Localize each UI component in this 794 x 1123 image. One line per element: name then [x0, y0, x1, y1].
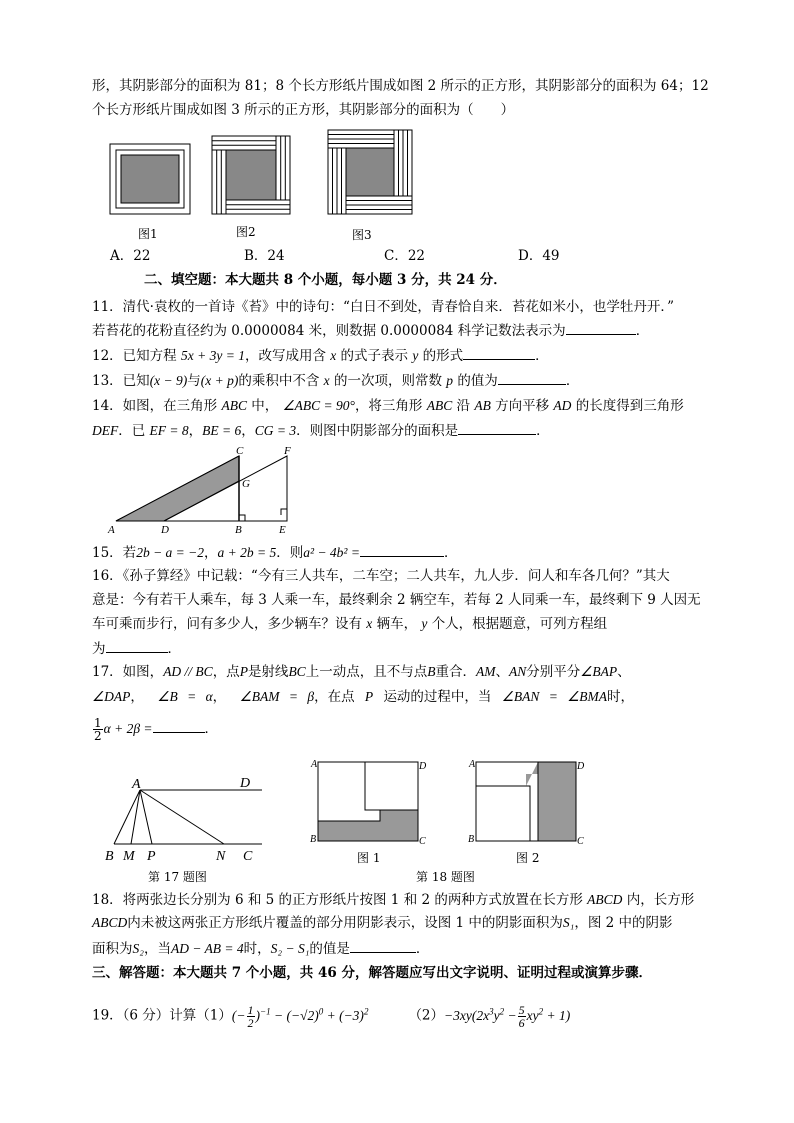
q16-line2: 意是：今有若干人乘车，每 3 人乘一车，最终剩余 2 辆空车，若每 2 人同乘一车，最终剩下 9 人因无	[92, 592, 701, 608]
q17-label-a: A	[132, 777, 141, 792]
q18-fig2-label-a: A	[469, 759, 476, 770]
q18-fig2-label-d: D	[577, 761, 585, 772]
q18-fig2-label-c: C	[577, 836, 584, 846]
q17-fraction: $\frac{1}{2}$	[94, 716, 102, 743]
section2-heading: 二、填空题：本大题共 8 个小题，每小题 3 分，共 24 分．	[144, 272, 507, 288]
q14-label-a: A	[108, 524, 115, 535]
q13-line: 13．已知(x − 9)与(x + p)的乘积中不含 x 的一次项，则常数 p 的值为 ．	[92, 370, 579, 391]
q14-label-f: F	[284, 445, 291, 457]
q18-line1: 18．将两张边长分别为 6 和 5 的正方形纸片按图 1 和 2 的两种方式放置在长方形 ABCD 内，长方形	[92, 892, 695, 908]
q10-fig3	[328, 130, 412, 214]
section3-heading: 三、解答题：本大题共 7 个小题，共 46 分，解答题应写出文字说明、证明过程或演算步骤．	[92, 965, 652, 981]
q19-expr2: $-3xy(2x^3y^2$ − $\frac{5}{6}$ $xy^2 + 1$)	[444, 1002, 571, 1030]
q17-label-m: M	[123, 849, 135, 864]
q10-fig1-label: 图1	[138, 227, 158, 241]
q18-caption: 第 18 题图	[416, 870, 475, 884]
q18-fig1	[308, 756, 430, 846]
q10-fig2	[212, 136, 290, 214]
q10-line2: 个长方形纸片围成如图 3 所示的正方形，其阴影部分的面积为（ ）	[92, 102, 515, 118]
q17-label-c: C	[243, 849, 253, 864]
q11-line1: 11．清代·袁枚的一首诗《苔》中的诗句：“白日不到处，青春恰自来．苔花如米小，也学牡丹开．”	[92, 299, 675, 315]
q14-label-d: D	[161, 524, 169, 535]
q13-answer-blank[interactable]	[498, 370, 566, 385]
q10-fig1	[110, 144, 190, 214]
q16-line4: 为 ．	[92, 638, 181, 659]
q10-fig3-label: 图3	[352, 228, 372, 242]
q17-label-b: B	[105, 849, 114, 864]
q18-fig2	[466, 756, 588, 846]
q11-line2: 若苔花的花粉直径约为 0.0000084 米，则数据 0.0000084 科学记数法表示为 ．	[92, 320, 649, 341]
q10-line1: 形，其阴影部分的面积为 81；8 个长方形纸片围成如图 2 所示的正方形，其阴影部分的面积为 64；12	[92, 78, 709, 94]
q18-fig1-label-a: A	[311, 759, 318, 770]
q17-line3: $\frac{1}{2}$ α + 2β = ．	[94, 716, 219, 743]
q14-answer-blank[interactable]	[458, 420, 536, 435]
q10-option-d: D．49	[518, 248, 560, 264]
q10-option-a: A．22	[110, 248, 151, 264]
q17-label-n: N	[216, 849, 226, 864]
q14-label-e: E	[279, 524, 286, 535]
q16-answer-blank[interactable]	[106, 638, 168, 653]
q18-line3: 面积为S₂，当AD − AB = 4时，S₂ − S₁的值是 ．	[92, 938, 429, 959]
q14-label-g: G	[242, 478, 250, 490]
q11-answer-blank[interactable]	[566, 320, 636, 335]
q17-line2: ∠DAP， ∠B = α， ∠BAM = β，在点 P 运动的过程中，当 ∠BAN = ∠BMA时，	[92, 689, 635, 705]
q18-fig2-label: 图 2	[516, 851, 540, 865]
q12-line: 12．已知方程 5x + 3y = 1，改写成用含 x 的式子表示 y 的形式 ．	[92, 345, 549, 366]
q18-fig1-label-b: B	[310, 834, 317, 845]
q17-label-p: P	[147, 849, 156, 864]
q16-line1: 16．《孙子算经》中记载：“今有三人共车，二车空；二人共车，九人步．问人和车各几何？”其大	[92, 568, 670, 584]
q14-label-b: B	[235, 524, 242, 535]
q15-line: 15．若2b − a = −2，a + 2b = 5．则a² − 4b² = ．	[92, 542, 457, 563]
q14-line1: 14．如图，在三角形 ABC 中， ∠ABC = 90°，将三角形 ABC 沿 AB 方向平移 AD 的长度得到三角形	[92, 398, 684, 414]
q17-figure	[100, 772, 270, 864]
q10-option-c: C．22	[384, 248, 426, 264]
q19-expr1: (− $\frac{1}{2}$ )$^{-1} - (-√2)^0 + (-3)^2$	[231, 1002, 369, 1030]
q15-answer-blank[interactable]	[360, 542, 444, 557]
q10-option-b: B．24	[244, 248, 285, 264]
q18-answer-blank[interactable]	[350, 938, 416, 953]
q17-caption: 第 17 题图	[148, 870, 207, 884]
q14-figure	[104, 443, 304, 535]
q18-line2: ABCD内未被这两张正方形纸片覆盖的部分用阴影表示，设图 1 中的阴影面积为S₁，图 2 中的阴影	[92, 915, 673, 931]
q18-fig2-label-b: B	[468, 834, 475, 845]
q14-label-c: C	[236, 445, 244, 457]
q10-fig2-label: 图2	[236, 225, 256, 239]
q17-line1: 17．如图，AD // BC，点P是射线BC上一动点，且不与点B重合．AM、AN分别平分∠BAP、	[92, 664, 631, 680]
q10-figures	[100, 128, 420, 220]
q12-answer-blank[interactable]	[463, 345, 535, 360]
q14-line2: DEF．已 EF = 8，BE = 6，CG = 3．则图中阴影部分的面积是 ．	[92, 420, 550, 441]
q17-label-d: D	[240, 776, 251, 791]
q19-line: 19．（6 分）计算（1）(− $\frac{1}{2}$ )$^{-1} - (-√2)^0 + (-3)^2$ $(2)-3xy(2x^3y^2$ − $\frac{5}{6}$ $xy^2 + 1$)	[92, 1002, 571, 1030]
q18-fig1-label: 图 1	[357, 851, 381, 865]
q16-line3: 车可乘而步行，问有多少人，多少辆车？设有 x 辆车， y 个人，根据题意，可列方程组	[92, 616, 608, 632]
q18-fig1-label-c: C	[419, 836, 426, 846]
q18-fig1-label-d: D	[419, 761, 427, 772]
q17-answer-blank[interactable]	[153, 718, 205, 733]
